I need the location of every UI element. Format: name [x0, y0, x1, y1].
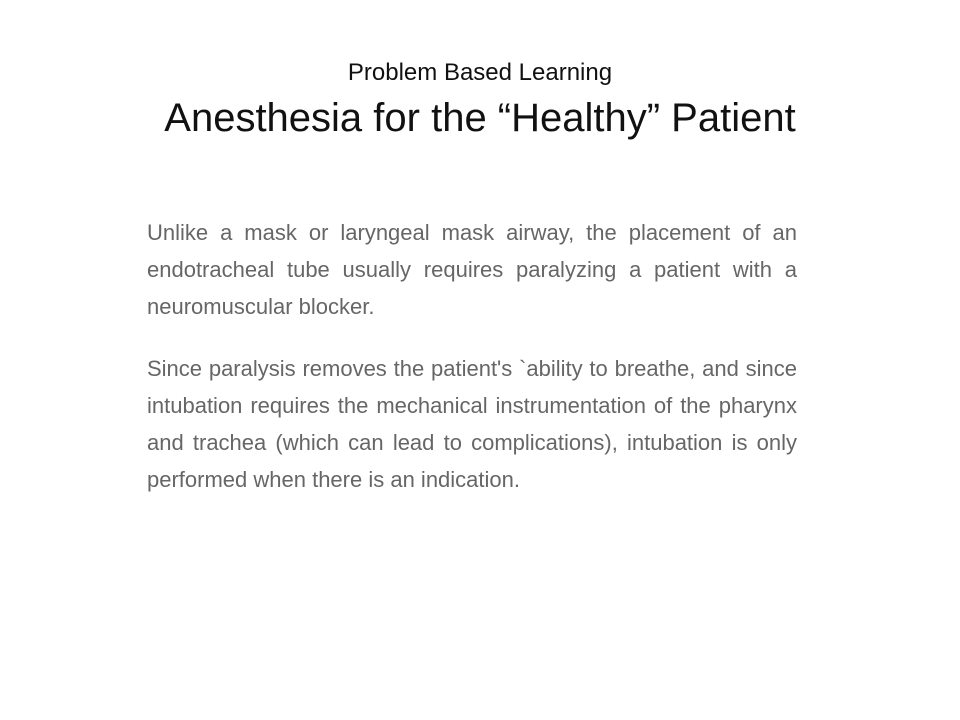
slide-title: Anesthesia for the “Healthy” Patient	[164, 96, 796, 140]
body-paragraph: Since paralysis removes the patient's `ability to breathe, and since intubation requires the mechanical instrumentation of the pharynx and trachea (which can lead to complications), intubation is only performed when there is an indication.	[147, 356, 797, 492]
slide-body	[147, 214, 797, 523]
slide-subtitle: Problem Based Learning	[347, 59, 613, 86]
slide-title-block	[60, 56, 900, 144]
body-paragraph: Unlike a mask or laryngeal mask airway, the placement of an endotracheal tube usually requires paralyzing a patient with a neuromuscular blocker.	[147, 220, 797, 319]
